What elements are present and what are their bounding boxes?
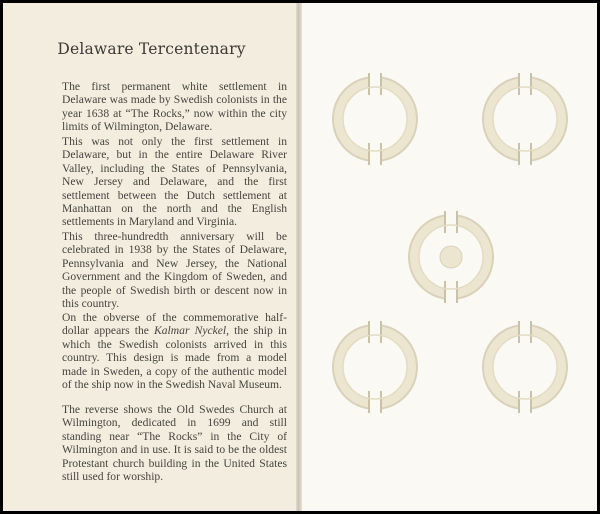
paragraph-reverse: The reverse shows the Old Swedes Church at Wilmington, dedicated in 1699 and still standing near “The Rocks” in the City of Wilmington and in use. It is said to be the oldest Protestant church building in the United States still used for worship. xyxy=(62,403,287,484)
coin-slot-center[interactable] xyxy=(408,211,494,303)
paragraph-obverse xyxy=(62,311,287,391)
coin-slot-bottom-left[interactable] xyxy=(332,321,418,413)
obverse-text-after: the ship in which the Swedish colonists arrived in this country. This design is made from a model made in Sweden, a copy of the authentic model of the ship now in the Swedish Naval Museum. xyxy=(62,324,287,392)
center-hole-icon xyxy=(440,246,462,268)
paragraph-anniversary: This three-hundredth anniversary will be celebrated in 1938 by the States of Delaware, Pennsylvania and New Jersey, the National Government and the Kingdom of Sweden, and the people of Swedish birth or descent now in this country. xyxy=(62,230,287,311)
ship-name: Kalmar Nyckel, xyxy=(154,324,230,338)
coin-slot-top-left[interactable] xyxy=(332,73,418,165)
page-title: Delaware Tercentenary xyxy=(57,40,246,58)
paragraph-delaware-valley: This was not only the first settlement in Delaware, but in the entire Delaware River Valley, including the States of Pennsylvania, New Jersey and Delaware, and the first settlement between the Dutch settlement at Manhattan on the north and the English settlements in Maryland and Virginia. xyxy=(62,135,287,229)
obverse-text-before: On the obverse of the commemorative half-dollar appears the xyxy=(62,311,287,338)
coin-slot-top-right[interactable] xyxy=(482,73,568,165)
coin-holder-board xyxy=(302,3,597,511)
left-page xyxy=(3,3,300,511)
coin-slot-bottom-right[interactable] xyxy=(482,321,568,413)
paragraph-settlement: The first permanent white settlement in Delaware was made by Swedish colonists in the year 1638 at “The Rocks,” now within the city limits of Wilmington, Delaware. xyxy=(62,80,287,134)
